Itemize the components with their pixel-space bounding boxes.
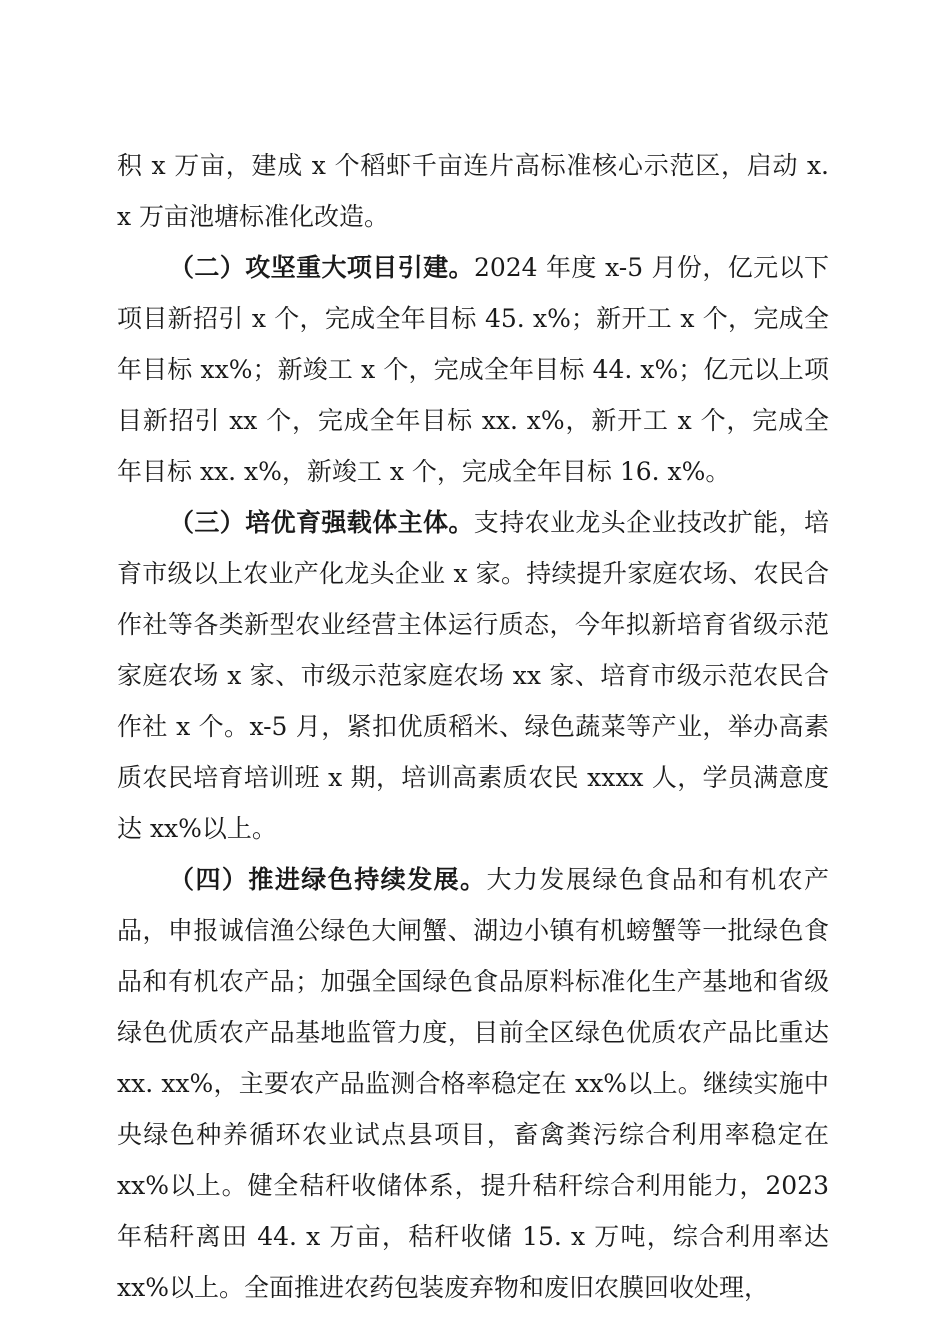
paragraph-section-4: [117, 854, 829, 1313]
section-heading: （二）攻坚重大项目引建。: [169, 253, 474, 282]
section-heading: （三）培优育强载体主体。: [169, 508, 474, 537]
paragraph-text: 支持农业龙头企业技改扩能，培育市级以上农业产化龙头企业 x 家。持续提升家庭农场、农民合作社等各类新型农业经营主体运行质态，今年拟新培育省级示范家庭农场 x 家、市级示范家庭农场 xx 家、培育市级示范农民合作社 x 个。x-5 月，紧扣优质稻米、绿色蔬菜等产业，举办高素质农民培育培训班 x 期，培训高素质农民 xxxx 人，学员满意度达 xx%以上。: [117, 508, 829, 843]
paragraph-section-3: [117, 497, 829, 854]
paragraph-text: 积 x 万亩，建成 x 个稻虾千亩连片高标准核心示范区，启动 x. x 万亩池塘标准化改造。: [117, 151, 829, 231]
document-page: [117, 140, 829, 1313]
paragraph-text: 大力发展绿色食品和有机农产品，申报诚信渔公绿色大闸蟹、湖边小镇有机螃蟹等一批绿色食品和有机农产品；加强全国绿色食品原料标准化生产基地和省级绿色优质农产品基地监管力度，目前全区绿色优质农产品比重达 xx. xx%，主要农产品监测合格率稳定在 xx%以上。继续实施中央绿色种养循环农业试点县项目，畜禽粪污综合利用率稳定在 xx%以上。健全秸秆收储体系，提升秸秆综合利用能力，2023 年秸秆离田 44. x 万亩，秸秆收储 15. x 万吨，综合利用率达 xx%以上。全面推进农药包装废弃物和废旧农膜回收处理，: [117, 865, 829, 1302]
paragraph-section-2: [117, 242, 829, 497]
section-heading: （四）推进绿色持续发展。: [169, 865, 487, 894]
paragraph-text: 2024 年度 x-5 月份，亿元以下项目新招引 x 个，完成全年目标 45. x%；新开工 x 个，完成全年目标 xx%；新竣工 x 个，完成全年目标 44. x%；亿元以上项目新招引 xx 个，完成全年目标 xx. x%，新开工 x 个，完成全年目标 xx. x%，新竣工 x 个，完成全年目标 16. x%。: [117, 253, 829, 486]
paragraph-continuation: [117, 140, 829, 242]
